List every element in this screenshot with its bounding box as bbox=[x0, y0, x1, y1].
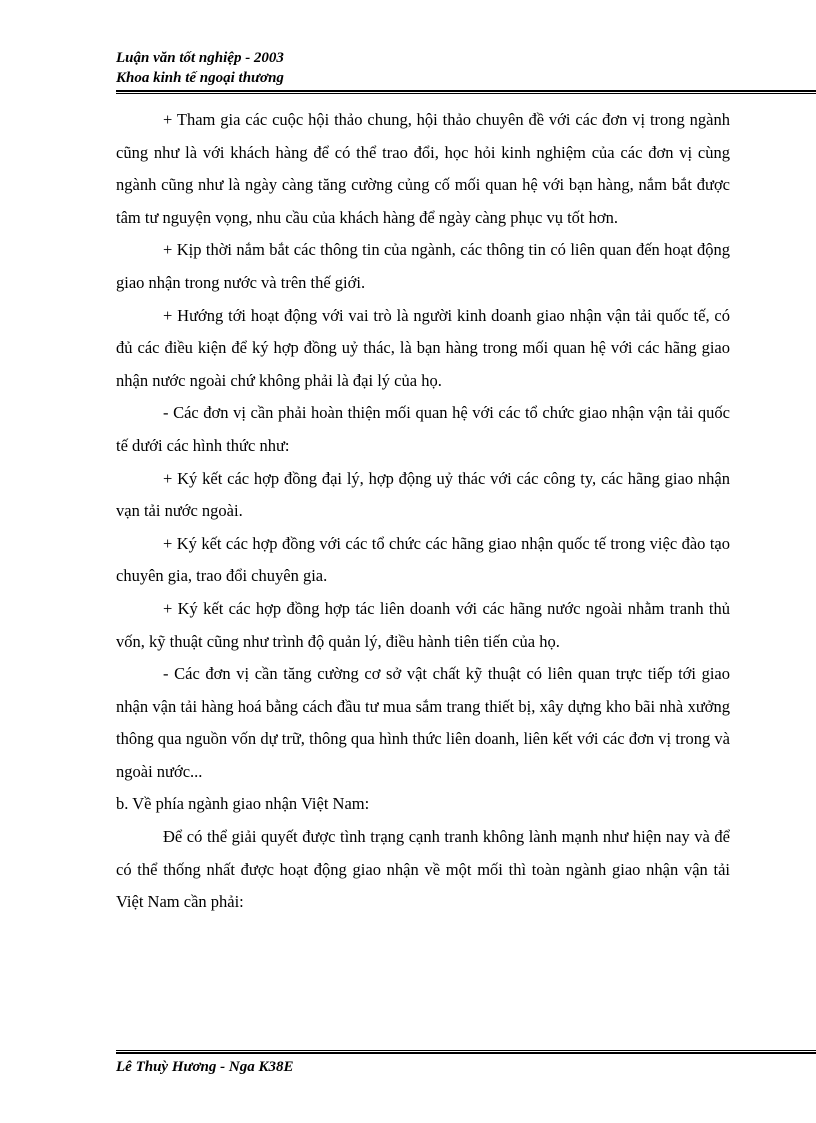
paragraph-2: + Kịp thời nắm bắt các thông tin của ngành, các thông tin có liên quan đến hoạt động giao nhận trong nước và trên thế giới. bbox=[116, 240, 730, 292]
paragraph-7: + Ký kết các hợp đồng hợp tác liên doanh với các hãng nước ngoài nhằm tranh thủ vốn, kỹ thuật cũng như trình độ quản lý, điều hành tiên tiến của họ. bbox=[116, 598, 730, 651]
paragraph-5: + Ký kết các hợp đồng đại lý, hợp động uỷ thác với các công ty, các hãng giao nhận vạn tải nước ngoài. bbox=[116, 468, 730, 521]
paragraph-8: - Các đơn vị cần tăng cường cơ sở vật chất kỹ thuật có liên quan trực tiếp tới giao nhận vận tải hàng hoá bằng cách đầu tư mua sắm trang thiết bị, xây dựng kho bãi nhà xưởng thông qua nguồn vốn dự trữ, thông qua hình thức liên doanh, liên kết với các đơn vị trong và ngoài nước... bbox=[116, 664, 730, 781]
paragraph-1: + Tham gia các cuộc hội thảo chung, hội thảo chuyên đề với các đơn vị trong ngành cũng như là với khách hàng để có thể trao đổi, học hỏi kinh nghiệm của các đơn vị cùng ngành cũng như là ngày càng tăng cường củng cố mối quan hệ với bạn hàng, nắm bắt được tâm tư nguyện vọng, nhu cầu của khách hàng để ngày càng phục vụ tốt hơn. bbox=[116, 110, 730, 227]
header-faculty: Khoa kinh tế ngoại thương bbox=[116, 70, 284, 86]
header-divider bbox=[116, 90, 816, 92]
footer-divider-thin bbox=[116, 1050, 816, 1051]
document-body bbox=[116, 104, 730, 919]
footer-author: Lê Thuỳ Hương - Nga K38E bbox=[116, 1059, 294, 1075]
section-heading-b: b. Về phía ngành giao nhận Việt Nam: bbox=[116, 794, 370, 814]
paragraph-9: Để có thể giải quyết được tình trạng cạnh tranh không lành mạnh như hiện nay và để có thể thống nhất được hoạt động giao nhận về một mối thì toàn ngành giao nhận vận tải Việt Nam cần phải: bbox=[116, 827, 730, 912]
paragraph-6: + Ký kết các hợp đồng với các tổ chức các hãng giao nhận quốc tế trong việc đào tạo chuyên gia, trao đổi chuyên gia. bbox=[116, 533, 730, 586]
page-header bbox=[116, 48, 816, 88]
footer-divider bbox=[116, 1052, 816, 1054]
header-divider-thin bbox=[116, 93, 816, 94]
header-thesis-title: Luận văn tốt nghiệp - 2003 bbox=[116, 50, 284, 66]
paragraph-3: + Hướng tới hoạt động với vai trò là người kinh doanh giao nhận vận tải quốc tế, có đủ các điều kiện để ký hợp đồng uỷ thác, là bạn hàng trong mối quan hệ với các hãng giao nhận nước ngoài chứ không phải là đại lý của họ. bbox=[116, 305, 730, 390]
paragraph-4: - Các đơn vị cần phải hoàn thiện mối quan hệ với các tổ chức giao nhận vận tải quốc tế dưới các hình thức như: bbox=[116, 403, 730, 455]
